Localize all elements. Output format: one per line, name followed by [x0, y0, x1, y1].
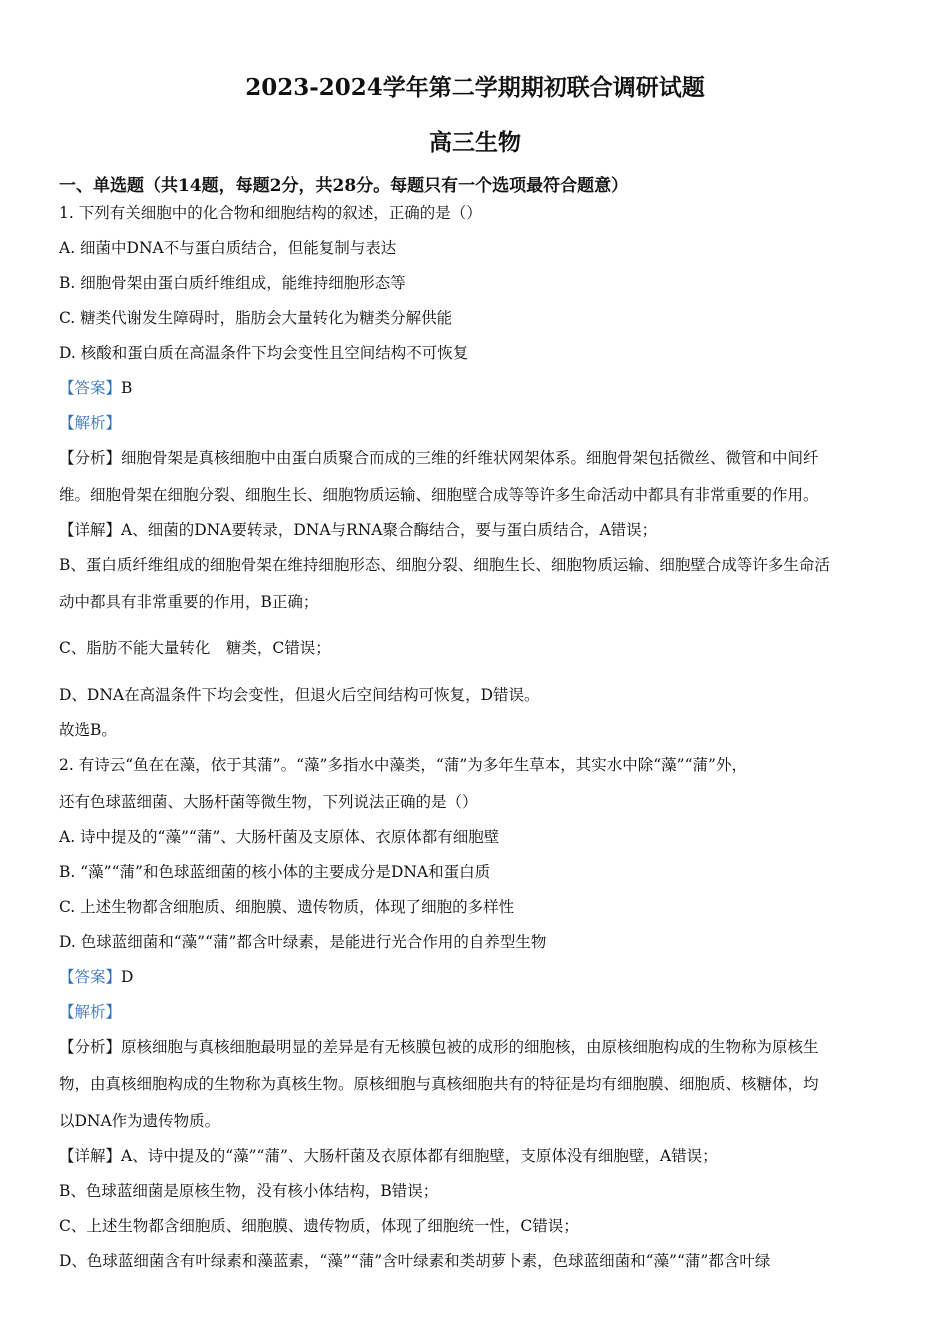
document-body	[59, 200, 894, 1274]
question-2-stem-line-1: 2. 有诗云“鱼在在藻，依于其蒲”。“藻”多指水中藻类，“蒲”为多年生草本，其实水中除“藻”“蒲”外，	[59, 756, 747, 774]
question-1-conclusion: 故选B。	[59, 721, 117, 739]
question-2-jiexi-tag: 【解析】	[59, 1003, 122, 1021]
question-1-detail-a: 【详解】A、细菌的DNA要转录，DNA与RNA聚合酶结合，要与蛋白质结合，A错误；	[59, 521, 658, 539]
question-1-option-c: C. 糖类代谢发生障碍时，脂肪会大量转化为糖类分解供能	[59, 309, 453, 327]
question-1-detail-b-line-1: B、蛋白质纤维组成的细胞骨架在维持细胞形态、细胞分裂、细胞生长、细胞物质运输、细胞壁合成等许多生命活	[59, 556, 830, 574]
question-1-analysis-line-2: 维。细胞骨架在细胞分裂、细胞生长、细胞物质运输、细胞壁合成等等许多生命活动中都具有非常重要的作用。	[59, 486, 819, 504]
question-2-option-d: D. 色球蓝细菌和“藻”“蒲”都含叶绿素，是能进行光合作用的自养型生物	[59, 933, 547, 951]
question-2-stem-line-2: 还有色球蓝细菌、大肠杆菌等微生物，下列说法正确的是（）	[59, 793, 478, 811]
document-subtitle: 高三生物	[429, 129, 521, 156]
question-2-detail-b: B、色球蓝细菌是原核生物，没有核小体结构，B错误；	[59, 1182, 439, 1200]
document-title: 2023-2024学年第二学期期初联合调研试题	[245, 74, 705, 101]
question-2-answer	[59, 964, 894, 990]
answer-tag: 【答案】	[59, 379, 122, 397]
question-2-detail-c: C、上述生物都含细胞质、细胞膜、遗传物质，体现了细胞统一性，C错误；	[59, 1217, 579, 1235]
question-1-detail-d: D、DNA在高温条件下均会变性，但退火后空间结构可恢复，D错误。	[59, 686, 540, 704]
answer-value: B	[121, 379, 133, 397]
question-2-option-a: A. 诗中提及的“藻”“蒲”、大肠杆菌及支原体、衣原体都有细胞壁	[59, 828, 500, 846]
question-1-analysis-line-1: 【分析】细胞骨架是真核细胞中由蛋白质聚合而成的三维的纤维状网架体系。细胞骨架包括微丝、微管和中间纤	[59, 449, 819, 467]
question-1-detail-c: C、脂肪不能大量转化 糖类，C错误；	[59, 639, 331, 657]
answer-tag: 【答案】	[59, 968, 122, 986]
question-1-option-b: B. 细胞骨架由蛋白质纤维组成，能维持细胞形态等	[59, 274, 406, 292]
question-2-analysis-line-2: 物，由真核细胞构成的生物称为真核生物。原核细胞与真核细胞共有的特征是均有细胞膜、细胞质、核糖体，均	[59, 1075, 819, 1093]
question-1-stem: 1. 下列有关细胞中的化合物和细胞结构的叙述，正确的是（）	[59, 204, 482, 222]
question-1-option-a: A. 细菌中DNA不与蛋白质结合，但能复制与表达	[59, 239, 397, 257]
question-2-option-c: C. 上述生物都含细胞质、细胞膜、遗传物质，体现了细胞的多样性	[59, 898, 515, 916]
question-2-analysis-line-3: 以DNA作为遗传物质。	[59, 1112, 221, 1130]
question-2-analysis-line-1: 【分析】原核细胞与真核细胞最明显的差异是有无核膜包被的成形的细胞核，由原核细胞构成的生物称为原核生	[59, 1038, 819, 1056]
question-2-detail-a: 【详解】A、诗中提及的“藻”“蒲”、大肠杆菌及衣原体都有细胞壁，支原体没有细胞壁，A错误；	[59, 1147, 718, 1165]
section-heading: 一、单选题（共14题，每题2分，共28分。每题只有一个选项最符合题意）	[59, 176, 629, 196]
question-2-detail-d: D、色球蓝细菌含有叶绿素和藻蓝素，“藻”“蒲”含叶绿素和类胡萝卜素，色球蓝细菌和“藻”“蒲”都含叶绿	[59, 1252, 771, 1270]
question-1-detail-b-line-2: 动中都具有非常重要的作用，B正确；	[59, 593, 319, 611]
question-1-jiexi-tag: 【解析】	[59, 414, 122, 432]
question-1-answer	[59, 375, 894, 401]
question-2-option-b: B. “藻”“蒲”和色球蓝细菌的核小体的主要成分是DNA和蛋白质	[59, 863, 491, 881]
question-1-option-d: D. 核酸和蛋白质在高温条件下均会变性且空间结构不可恢复	[59, 344, 469, 362]
answer-value: D	[121, 968, 134, 986]
